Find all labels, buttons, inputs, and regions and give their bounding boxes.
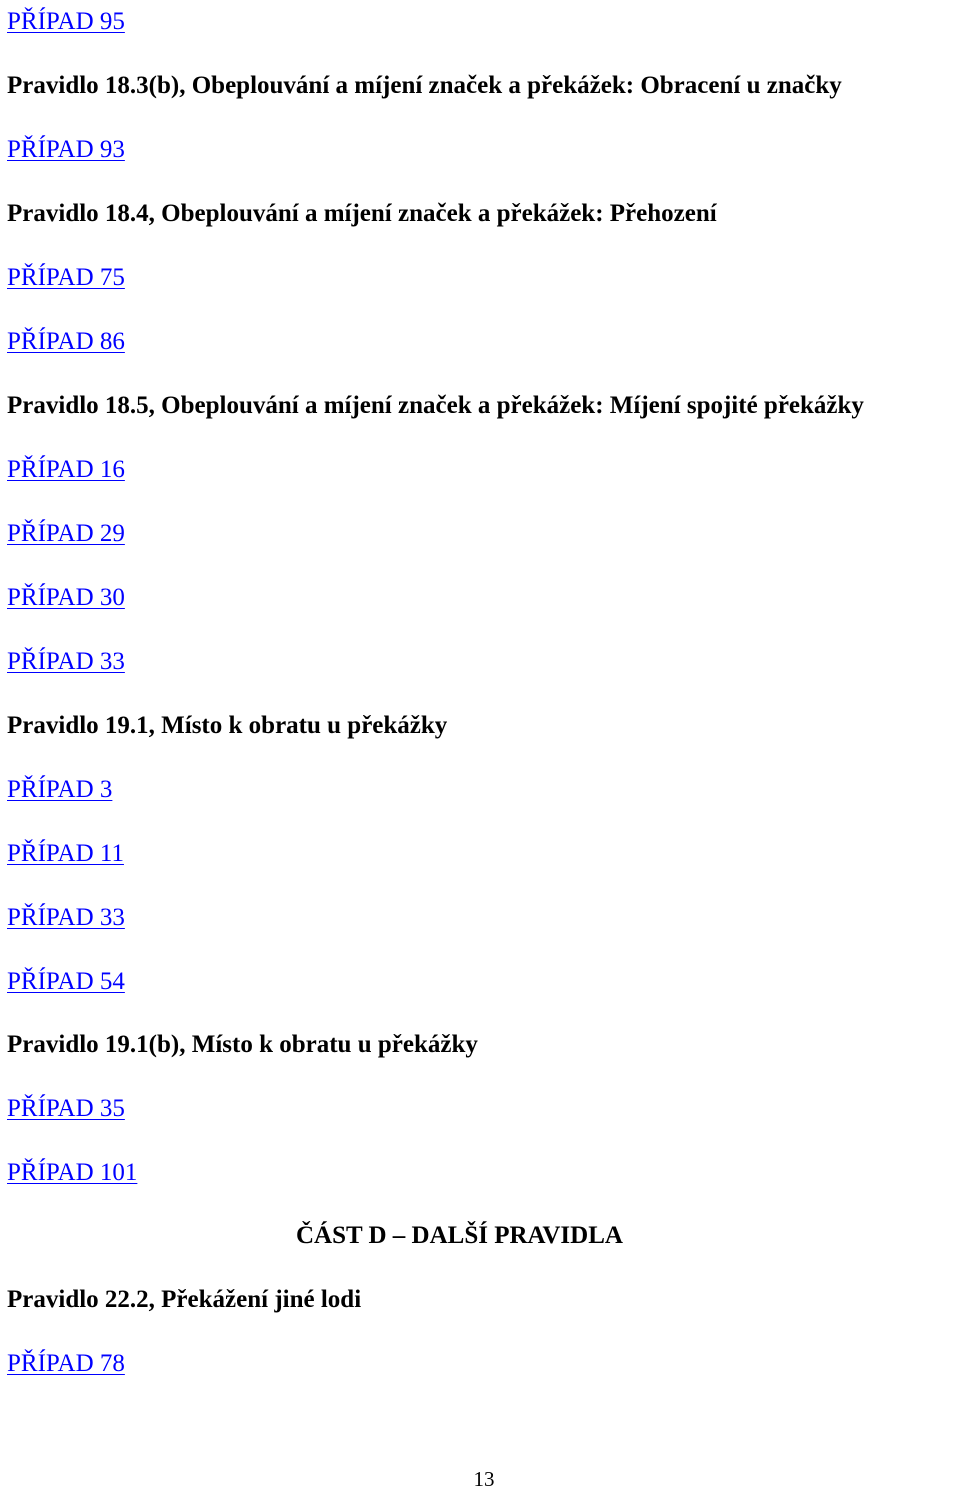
page-number: 13 xyxy=(473,1467,495,1491)
case-link-86[interactable]: PŘÍPAD 86 xyxy=(7,328,125,355)
case-link-30[interactable]: PŘÍPAD 30 xyxy=(7,584,125,611)
rule-heading-18-4: Pravidlo 18.4, Obeplouvání a míjení značek a překážek: Přehození xyxy=(7,200,717,227)
case-link-29[interactable]: PŘÍPAD 29 xyxy=(7,520,125,547)
case-link-33-b[interactable]: PŘÍPAD 33 xyxy=(7,904,125,931)
case-link-11[interactable]: PŘÍPAD 11 xyxy=(7,840,124,867)
case-link-35[interactable]: PŘÍPAD 35 xyxy=(7,1095,125,1122)
case-link-78[interactable]: PŘÍPAD 78 xyxy=(7,1350,125,1377)
case-link-101[interactable]: PŘÍPAD 101 xyxy=(7,1159,138,1186)
rule-heading-22-2: Pravidlo 22.2, Překážení jiné lodi xyxy=(7,1286,362,1313)
section-heading-part-d: ČÁST D – DALŠÍ PRAVIDLA xyxy=(296,1222,623,1249)
case-link-16[interactable]: PŘÍPAD 16 xyxy=(7,456,125,483)
case-link-75[interactable]: PŘÍPAD 75 xyxy=(7,264,125,291)
case-link-54[interactable]: PŘÍPAD 54 xyxy=(7,968,125,995)
rule-heading-18-3b: Pravidlo 18.3(b), Obeplouvání a míjení značek a překážek: Obracení u značky xyxy=(7,72,842,99)
case-link-93[interactable]: PŘÍPAD 93 xyxy=(7,136,125,163)
case-link-95[interactable]: PŘÍPAD 95 xyxy=(7,8,125,35)
case-link-33[interactable]: PŘÍPAD 33 xyxy=(7,648,125,675)
rule-heading-19-1: Pravidlo 19.1, Místo k obratu u překážky xyxy=(7,712,448,739)
rule-heading-18-5: Pravidlo 18.5, Obeplouvání a míjení značek a překážek: Míjení spojité překážky xyxy=(7,392,864,419)
rule-heading-19-1b: Pravidlo 19.1(b), Místo k obratu u překážky xyxy=(7,1031,478,1058)
case-link-3[interactable]: PŘÍPAD 3 xyxy=(7,776,113,803)
